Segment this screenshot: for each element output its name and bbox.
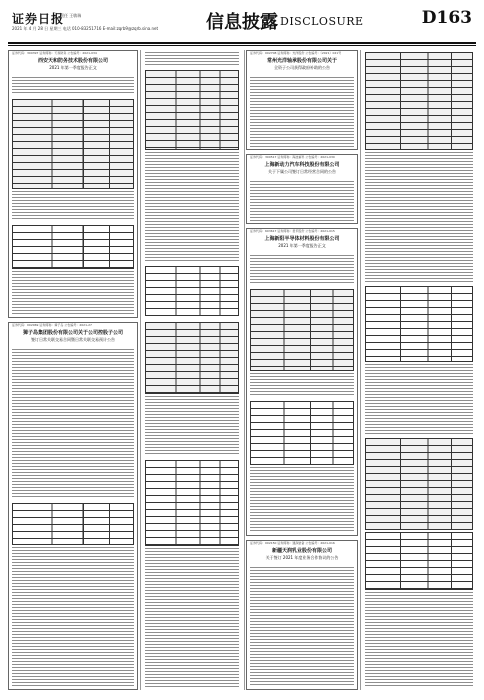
announcement-code: 证券代码：300397 证券简称：天和防务 公告编号：2021-034: [12, 51, 97, 55]
body-text: [12, 271, 134, 315]
related-party-table: [12, 503, 134, 545]
data-table: [145, 70, 239, 150]
column-1: [8, 50, 138, 690]
body-text: [145, 52, 239, 66]
column-4: [362, 50, 476, 690]
body-text: [12, 191, 134, 221]
newspaper-page: [8, 8, 476, 692]
body-text: [12, 547, 134, 687]
announcement-code: 证券代码：603617 证券简称：君禾股份 公告编号：2021-015: [250, 229, 335, 233]
announcement-subtitle: 2021 年第一季度报告正文: [49, 65, 97, 70]
section-title: 信息披露: [206, 12, 278, 33]
data-table: [365, 532, 473, 590]
cashflow-table: [145, 460, 239, 546]
masthead: [8, 8, 476, 50]
date-line: 2021 年 4 月 28 日 星期三 电话 010-83251716 E-mail:zqrb9@zqrb.sina.net: [12, 26, 159, 31]
body-text: [145, 396, 239, 456]
body-text: [250, 567, 354, 687]
body-text: [145, 548, 239, 688]
column-divider: [360, 50, 361, 690]
body-text: [12, 349, 134, 499]
announcement-header: [247, 55, 357, 71]
body-text: [250, 255, 354, 285]
body-text: [250, 467, 354, 533]
announcement-header: [9, 55, 137, 71]
announcement-subtitle: 签订日常关联交易合同暨日常关联交易预计公告: [31, 337, 115, 342]
shareholder-table: [250, 401, 354, 465]
announcement-a5: [246, 228, 358, 536]
masthead-rule-thin: [8, 45, 476, 46]
newspaper-logo: 证券日报: [12, 12, 65, 26]
announcement-a6: [246, 540, 358, 690]
body-text: [250, 373, 354, 397]
announcement-code: 证券代码：300517 证券简称：海波重科 公告编号：2021-030: [250, 155, 335, 159]
announcement-title: 西安天和防务技术股份有限公司: [37, 58, 108, 64]
data-table: [365, 438, 473, 530]
announcement-title: 上海新动力汽车科技股份有限公司: [264, 162, 340, 168]
announcement-code: 证券代码：002069 证券简称：獐子岛 公告编号：2021-27: [12, 323, 92, 327]
body-text: [145, 152, 239, 262]
announcement-subtitle: 2021 年第一季度报告正文: [278, 243, 326, 248]
announcement-title: 上海新阳半导体材料股份有限公司: [264, 236, 340, 242]
body-text: [12, 77, 134, 95]
column-divider: [244, 50, 245, 690]
announcement-subtitle: 全资子公司获得政府补助的公告: [274, 65, 330, 70]
announcement-a1: [8, 50, 138, 318]
announcement-a4: [246, 154, 358, 224]
announcement-a2: [8, 322, 138, 690]
announcement-header: [247, 233, 357, 249]
body-text: [365, 592, 473, 688]
announcement-code: 证券代码：002708 证券简称：光洋股份 公告编号：（2021）021号: [250, 51, 342, 55]
announcement-subtitle: 关于签订 2021 年度业务合作协议的公告: [265, 555, 339, 560]
financial-table: [250, 289, 354, 371]
announcement-title: 獐子岛集团股份有限公司关于公司控股子公司: [22, 330, 123, 336]
financial-table: [12, 99, 134, 189]
section-title-en: DISCLOSURE: [280, 15, 364, 28]
body-text: [250, 181, 354, 221]
editor-line: 责任 王敏瑞: [60, 13, 82, 18]
announcement-header: [9, 327, 137, 343]
data-table: [145, 266, 239, 316]
announcement-header: [247, 159, 357, 175]
announcement-code: 证券代码：002150 证券简称：通润装备 公告编号：2021-016: [250, 541, 335, 545]
data-table: [365, 286, 473, 362]
column-3: [246, 50, 358, 690]
data-table: [365, 52, 473, 150]
announcement-header: [247, 545, 357, 561]
page-number: D163: [421, 8, 472, 28]
shareholder-table: [12, 225, 134, 269]
announcement-title: 常州光洋轴承股份有限公司关于: [266, 58, 337, 64]
masthead-rule: [8, 42, 476, 44]
body-text: [250, 77, 354, 147]
announcement-a3: [246, 50, 358, 150]
balance-table: [145, 322, 239, 394]
body-text: [365, 364, 473, 434]
column-2: [142, 50, 242, 690]
body-text: [365, 152, 473, 282]
announcement-title: 新疆天润乳业股份有限公司: [271, 548, 332, 554]
announcement-subtitle: 关于下属公司签订日常经营合同的公告: [268, 169, 336, 174]
column-divider: [140, 50, 141, 690]
